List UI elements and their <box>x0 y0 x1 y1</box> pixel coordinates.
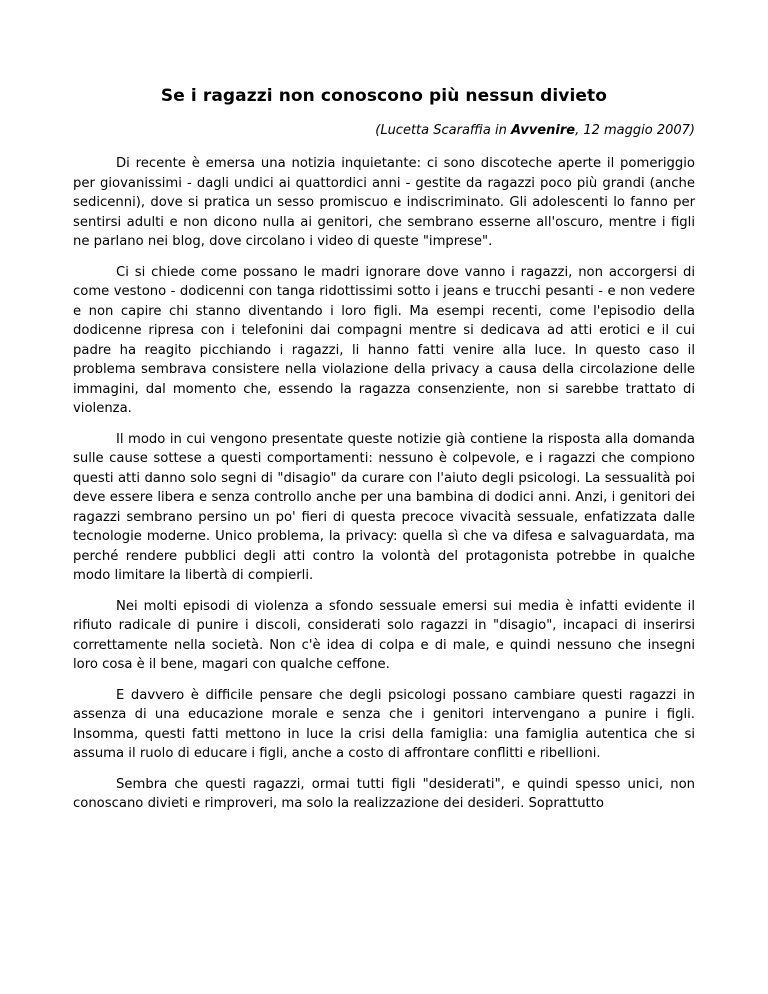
paragraph-2: Ci si chiede come possano le madri ignorare dove vanno i ragazzi, non accorgersi di come vestono - dodicenni con tanga ridottissimi sotto i jeans e trucchi pesanti - e non vedere e non capire chi stanno diventando i loro figli. Ma esempi recenti, come l'episodio della dodicenne ripresa con i telefonini dai compagni mentre si dedicava ad atti erotici e il cui padre ha reagito picchiando i ragazzi, li hanno fatti venire alla luce. In questo caso il problema sembrava consistere nella violazione della privacy a causa della circolazione delle immagini, dal momento che, essendo la ragazza consenziente, non si sarebbe trattato di violenza. <box>73 264 695 416</box>
paragraph-5: E davvero è difficile pensare che degli psicologi possano cambiare questi ragazzi in assenza di una educazione morale e senza che i genitori intervengano a punire i figli. Insomma, questi fatti mettono in luce la crisi della famiglia: una famiglia autentica che si assuma il ruolo di educare i figli, anche a costo di affrontare conflitti e ribellioni. <box>73 687 695 761</box>
paragraph-1: Di recente è emersa una notizia inquietante: ci sono discoteche aperte il pomeriggio per giovanissimi - dagli undici ai quattordici anni - gestite da ragazzi poco più grandi (anche sedicenni), dove si pratica un sesso promiscuo e indiscriminato. Gli adolescenti lo fanno per sentirsi adulti e non dicono nulla ai genitori, che sembrano esserne all'oscuro, mentre i figli ne parlano nei blog, dove circolano i video di queste "imprese". <box>73 156 695 249</box>
source-suffix: , 12 maggio 2007) <box>575 123 695 138</box>
source-prefix: (Lucetta Scaraffia in <box>375 123 511 138</box>
source-publication: Avvenire <box>511 123 576 138</box>
document-page <box>73 86 695 825</box>
paragraph-4: Nei molti episodi di violenza a sfondo sessuale emersi sui media è infatti evidente il rifiuto radicale di punire i discoli, considerati solo ragazzi in "disagio", incapaci di inserirsi correttamente nella società. Non c'è idea di colpa e di male, e quindi nessuno che insegni loro cosa è il bene, magari con qualche ceffone. <box>73 598 695 672</box>
paragraph-6: Sembra che questi ragazzi, ormai tutti figli "desiderati", e quindi spesso unici, non conoscano divieti e rimproveri, ma solo la realizzazione dei desideri. Soprattutto <box>73 776 695 811</box>
paragraph-3: Il modo in cui vengono presentate queste notizie già contiene la risposta alla domanda sulle cause sottese a questi comportamenti: nessuno è colpevole, e i ragazzi che compiono questi atti danno solo segni di "disagio" da curare con l'aiuto degli psicologi. La sessualità poi deve essere libera e senza controllo anche per una bambina di dodici anni. Anzi, i genitori dei ragazzi sembrano persino un po' fieri di questa precoce vivacità sessuale, enfatizzata dalle tecnologie moderne. Unico problema, la privacy: quella sì che va difesa e salvaguardata, ma perché rendere pubblici degli atti contro la volontà del protagonista potrebbe in qualche modo limitare la libertà di compierli. <box>73 431 695 583</box>
article-title: Se i ragazzi non conoscono più nessun divieto <box>160 86 608 106</box>
article-source <box>73 123 695 138</box>
